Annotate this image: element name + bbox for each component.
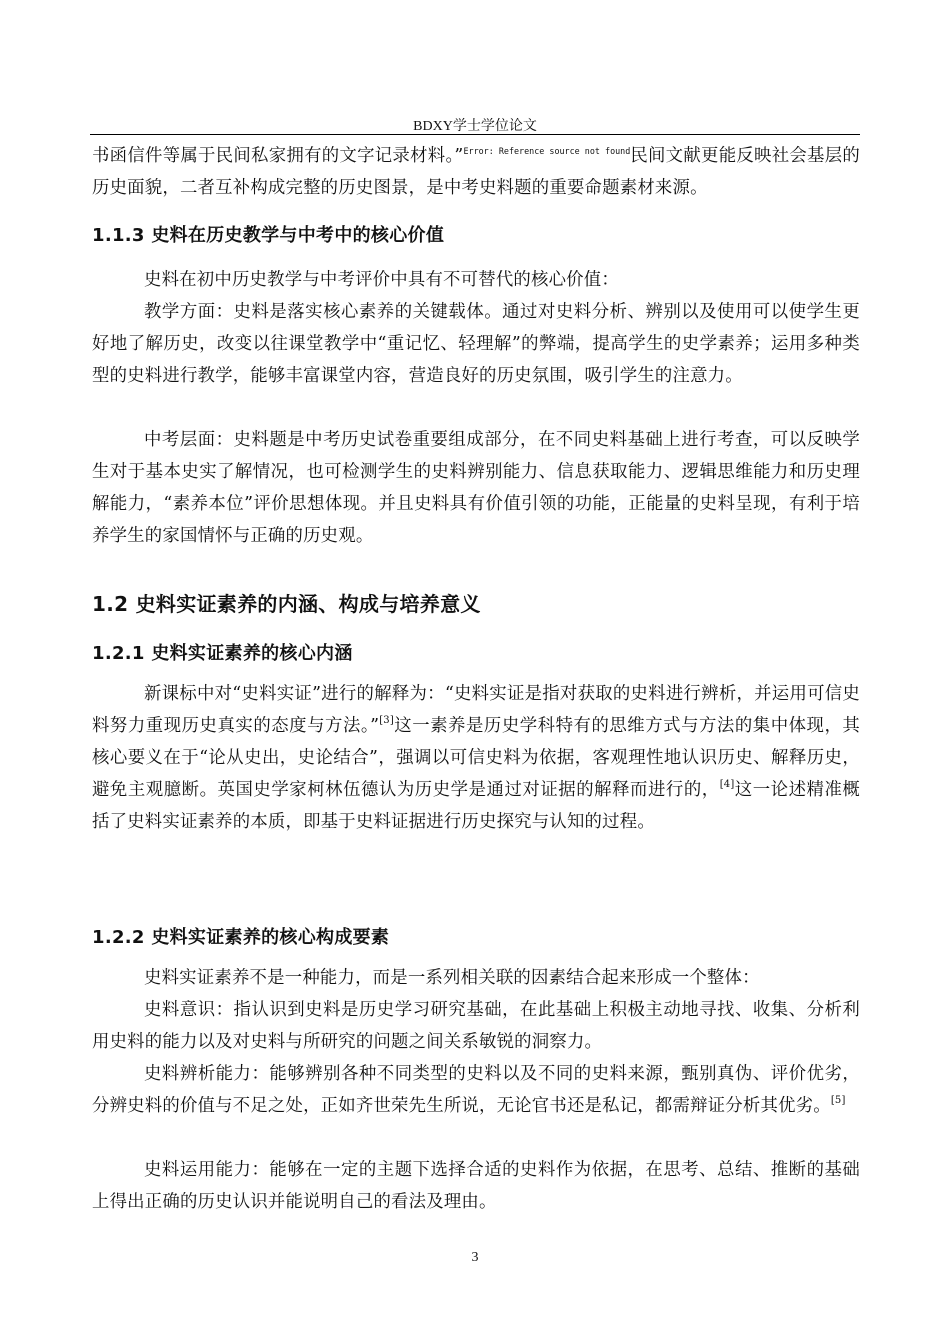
- intro-text-a: 书函信件等属于民间私家拥有的文字记录材料。”: [92, 146, 464, 166]
- p-discernment-text: 史料辨析能力：能够辨别各种不同类型的史料以及不同的史料来源，甄别真伪、评价优劣，分辨史料的价值与不足之处，正如齐世荣先生所说，无论官书还是私记，都需辩证分析其优劣。: [92, 1064, 860, 1116]
- paragraph-1-1-3-intro: 史料在初中历史教学与中考评价中具有不可替代的核心价值：: [144, 270, 619, 290]
- p121-text-a: 新课标中对“史料实证”进行的解释为：“史料实证是指对获取的史料进行辨析，并运用可信史料努力重现历史真实的态度与方法。”: [92, 684, 860, 736]
- heading-1-2: 1.2 史料实证素养的内涵、构成与培养意义: [92, 592, 481, 616]
- paragraph-teaching: 教学方面：史料是落实核心素养的关键载体。通过对史料分析、辨别以及使用可以使学生更好地了解历史，改变以往课堂教学中“重记忆、轻理解”的弊端，提高学生的史学素养；运用多种类型的史料进行教学，能够丰富课堂内容，营造良好的历史氛围，吸引学生的注意力。: [92, 302, 860, 386]
- citation-3: [3]: [379, 715, 394, 726]
- heading-1-1-3: 1.1.3 史料在历史教学与中考中的核心价值: [92, 225, 445, 246]
- heading-1-2-1: 1.2.1 史料实证素养的核心内涵: [92, 643, 353, 664]
- paragraph-exam: 中考层面：史料题是中考历史试卷重要组成部分，在不同史料基础上进行考查，可以反映学生对于基本史实了解情况，也可检测学生的史料辨别能力、信息获取能力、逻辑思维能力和历史理解能力，“素养本位”评价思想体现。并且史料具有价值引领的功能，正能量的史料呈现，有利于培养学生的家国情怀与正确的历史观。: [92, 430, 860, 546]
- citation-4: [4]: [719, 779, 735, 790]
- paragraph-1-2-1: [92, 678, 860, 838]
- heading-1-2-2: 1.2.2 史料实证素养的核心构成要素: [92, 927, 390, 948]
- header-rule: [90, 134, 860, 135]
- intro-text-b: 民间文献更能反映社会基层的历史面貌，二者互补构成完整的历史图景，是中考史料题的重要命题素材来源。: [92, 146, 860, 198]
- paragraph-discernment: [92, 1058, 860, 1122]
- paragraph-application: 史料运用能力：能够在一定的主题下选择合适的史料作为依据，在思考、总结、推断的基础上得出正确的历史认识并能说明自己的看法及理由。: [92, 1160, 860, 1212]
- page-number: 3: [471, 1250, 479, 1265]
- p121-text-c: 这一论述精准概括了史料实证素养的本质，即基于史料证据进行历史探究与认知的过程。: [92, 780, 860, 832]
- reference-error: Error: Reference source not found: [463, 146, 631, 156]
- paragraph-1-2-2-intro: 史料实证素养不是一种能力，而是一系列相关联的因素结合起来形成一个整体：: [144, 968, 760, 988]
- citation-5: [5]: [830, 1095, 846, 1106]
- intro-paragraph: [92, 140, 860, 204]
- p121-text-b: 这一素养是历史学科特有的思维方式与方法的集中体现，其核心要义在于“论从史出，史论结合”，强调以可信史料为依据，客观理性地认识历史、解释历史，避免主观臆断。英国史学家柯林伍德认为历史学是通过对证据的解释而进行的，: [92, 716, 860, 800]
- paragraph-awareness: 史料意识：指认识到史料是历史学习研究基础，在此基础上积极主动地寻找、收集、分析利用史料的能力以及对史料与所研究的问题之间关系敏锐的洞察力。: [92, 1000, 860, 1052]
- running-header: BDXY学士学位论文: [413, 119, 537, 134]
